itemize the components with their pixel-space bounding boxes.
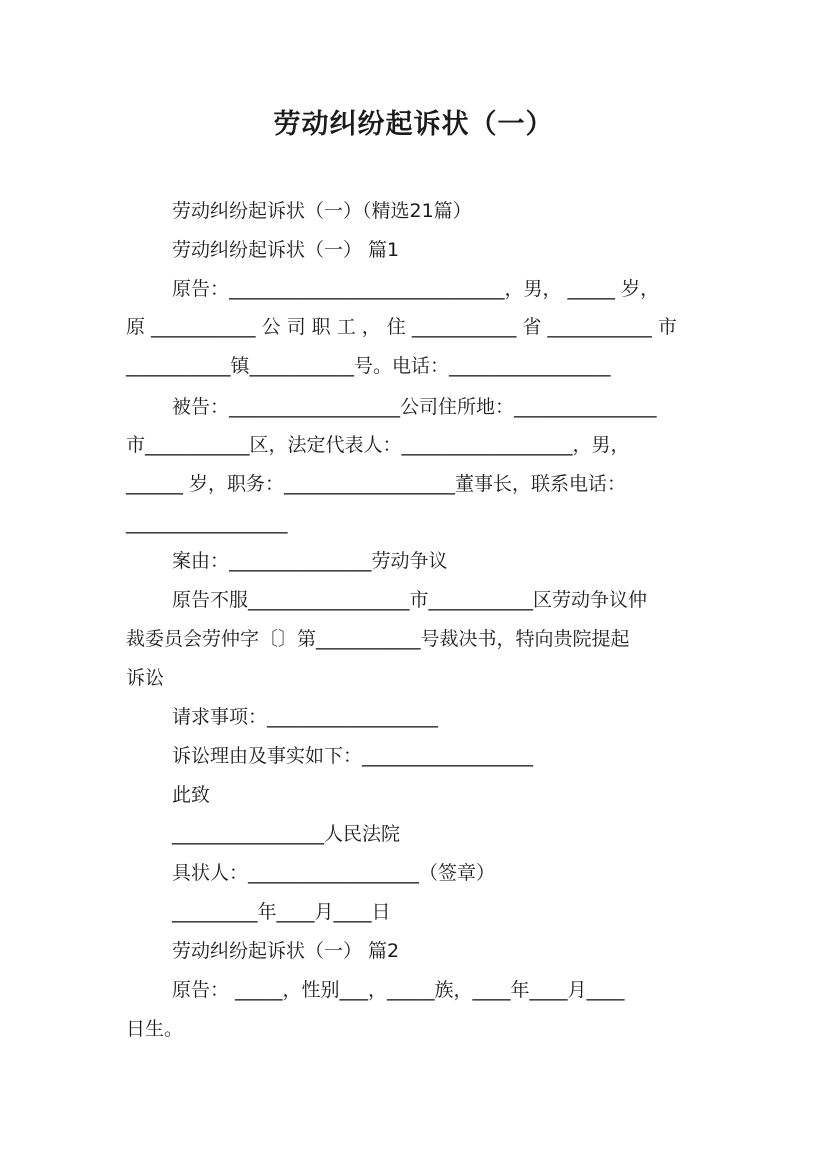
appeal-line-2: 裁委员会劳仲字〔〕第___________号裁决书，特向贵院提起 [126,628,630,650]
plaintiff-line: 原告：_____________________________，男， _____ 岁， [172,278,660,300]
section-heading-2: 劳动纠纷起诉状（一） 篇2 [172,940,400,962]
reasons-line: 诉讼理由及事实如下：__________________ [172,745,534,767]
document-title: 劳动纠纷起诉状（一） [273,109,554,140]
claims-line: 请求事项：__________________ [172,706,439,728]
appeal-line-3: 诉讼 [126,667,165,689]
salutation-line: 此致 [172,784,211,806]
signer-line: 具状人：__________________（签章） [172,862,496,884]
birth-line: 日生。 [126,1018,184,1040]
defendant-line: 被告：__________________公司住所地：_______________ [172,396,657,418]
court-line: ________________人民法院 [172,823,401,845]
subtitle-line: 劳动纠纷起诉状（一）（精选21篇） [172,200,472,222]
plaintiff-address-line: 原 ___________ 公 司 职 工 ， 住 ___________ 省 ___________ 市 [126,316,677,338]
case-cause-line: 案由：_______________劳动争议 [172,550,448,572]
section-heading-1: 劳动纠纷起诉状（一） 篇1 [172,239,400,261]
appeal-line-1: 原告不服_________________市___________区劳动争议仲 [172,589,648,611]
plaintiff-line-2: 原告： _____，性别___，_____族，____年____月____ [172,979,625,1001]
defendant-phone-line: _________________ [126,512,288,534]
date-line: _________年____月____日 [172,901,391,923]
defendant-position-line: ______ 岁，职务：__________________董事长，联系电话： [126,473,627,495]
defendant-representative-line: 市___________区，法定代表人：__________________，男， [126,434,630,456]
plaintiff-phone-line: ___________镇___________号。电话：_________________ [126,355,611,377]
